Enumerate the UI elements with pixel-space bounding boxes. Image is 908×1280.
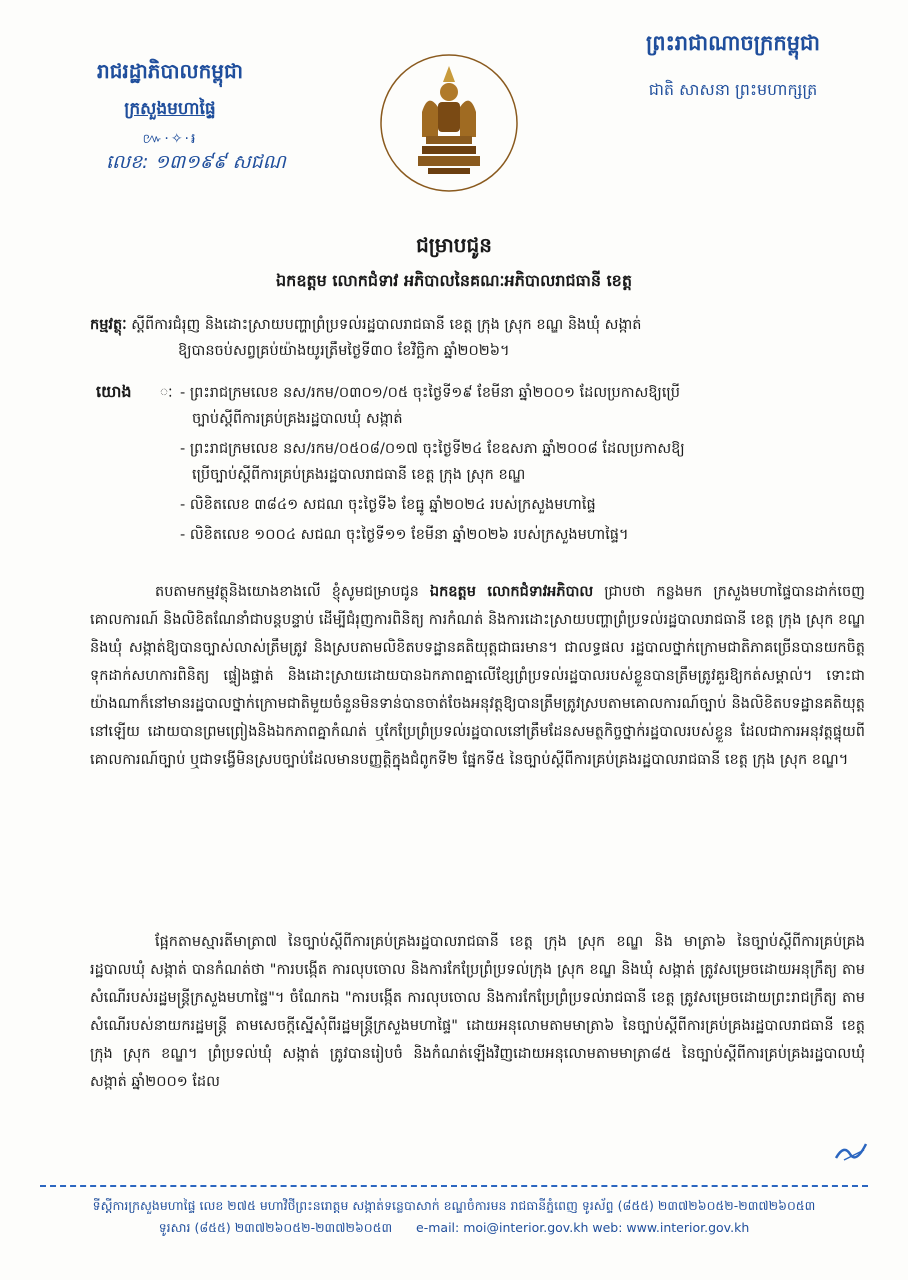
references-list — [180, 380, 870, 552]
subject-text-line2: ឱ្យបានចប់សព្វគ្រប់យ៉ាងយូរត្រឹមថ្ងៃទី៣០ ខែវិច្ឆិកា ឆ្នាំ២០២៦។ — [178, 343, 510, 359]
reference-continuation: ច្បាប់ស្តីពីការគ្រប់គ្រងរដ្ឋបាលឃុំ សង្កាត់ — [192, 411, 403, 427]
reference-line: - ព្រះរាជក្រមលេខ នស/រកម/០៣០១/០៥ ចុះថ្ងៃទី១៩ ខែមីនា ឆ្នាំ២០០១ ដែលប្រកាសឱ្យប្រើ — [180, 385, 680, 401]
references-label: យោង — [96, 382, 132, 401]
reference-continuation: ប្រើច្បាប់ស្តីពីការគ្រប់គ្រងរដ្ឋបាលរាជធានី ខេត្ត ក្រុង ស្រុក ខណ្ឌ — [192, 467, 526, 483]
letter-title: ជម្រាបជូន — [416, 233, 492, 257]
letter-footer — [40, 1185, 868, 1239]
reference-item — [180, 436, 870, 488]
footer-address: ទីស្តីការក្រសួងមហាផ្ទៃ លេខ ២៧៥ មហាវិថីព្រះនរោត្តម សង្កាត់ទន្លេបាសាក់ ខណ្ឌចំការមន រាជធានីភ្នំពេញ ទូរស័ព្ទ (៨៥៥) ២៣៧២៦០៥២-២៣៧២៦០៥៣ — [92, 1198, 816, 1213]
ornament-divider: ៚·✧·៛ — [142, 131, 198, 147]
body-paragraph-2 — [90, 928, 865, 1096]
reference-number-value: ១៣១៩៩ សជណ — [154, 151, 286, 173]
footer-email: e-mail: moi@interior.gov.kh — [416, 1220, 589, 1235]
paragraph-2-text: ផ្អែកតាមស្មារតីមាត្រា៧ នៃច្បាប់ស្តីពីការគ្រប់គ្រងរដ្ឋបាលរាជធានី ខេត្ត ក្រុង ស្រុក ខណ្ឌ និង មាត្រា៦ នៃច្បាប់ស្តីពីការគ្រប់គ្រងរដ្ឋបាលឃុំ សង្កាត់ បានកំណត់ថា "ការបង្កើត ការលុបចោល និងការកែប្រែព្រំប្រទល់ក្រុង ស្រុក ខណ្ឌ និងឃុំ សង្កាត់ ត្រូវសម្រេចដោយអនុក្រឹត្យ តាមសំណើរបស់រដ្ឋមន្ត្រីក្រសួងមហាផ្ទៃ"។ ចំណែកឯ "ការបង្កើត ការលុបចោល និងការកែប្រែព្រំប្រទល់រាជធានី ខេត្ត ត្រូវសម្រេចដោយព្រះរាជក្រឹត្យ តាមសំណើរបស់នាយករដ្ឋមន្ត្រី តាមសេចក្តីស្នើសុំពីរដ្ឋមន្ត្រីក្រសួងមហាផ្ទៃ" ដោយអនុលោមតាមមាត្រា៦ នៃច្បាប់ស្តីពីការគ្រប់គ្រងរដ្ឋបាលរាជធានី ខេត្ត ក្រុង ស្រុក ខណ្ឌ។ ព្រំប្រទល់ឃុំ សង្កាត់ ត្រូវបានរៀបចំ និងកំណត់ឡើងវិញដោយអនុលោមតាមមាត្រា៨៥ នៃច្បាប់ស្តីពីការគ្រប់គ្រងរដ្ឋបាលឃុំ សង្កាត់ ឆ្នាំ២០០១ ដែល — [90, 934, 865, 1090]
subject-label: កម្មវត្ថុៈ — [90, 317, 127, 333]
reference-number-label: លេខ: — [106, 151, 149, 173]
royal-emblem-icon — [378, 52, 520, 194]
body-paragraph-1 — [90, 578, 865, 774]
reference-line: - ព្រះរាជក្រមលេខ នស/រកម/០៥០៨/០១៧ ចុះថ្ងៃទី២៤ ខែឧសភា ឆ្នាំ២០០៨ ដែលប្រកាសឱ្យ — [180, 441, 685, 457]
national-motto: ជាតិ សាសនា ព្រះមហាក្សត្រ — [648, 80, 818, 99]
subject-line — [90, 312, 860, 364]
footer-contact — [40, 1217, 868, 1239]
letter-addressee: ឯកឧត្តម លោកជំទាវ អភិបាលនៃគណៈអភិបាលរាជធានី ខេត្ត — [276, 271, 632, 290]
reference-item — [180, 492, 870, 518]
paragraph-1-addressee: ឯកឧត្តម លោកជំទាវអភិបាល — [429, 584, 594, 600]
kingdom-letterhead — [598, 30, 868, 103]
reference-item — [180, 522, 870, 548]
reference-line: - លិខិតលេខ ៣៨៤១ សជណ ចុះថ្ងៃទី៦ ខែធ្នូ ឆ្នាំ២០២៤ របស់ក្រសួងមហាផ្ទៃ — [180, 497, 596, 513]
footer-web: web: www.interior.gov.kh — [592, 1220, 750, 1235]
subject-text-line1: ស្តីពីការជំរុញ និងដោះស្រាយបញ្ហាព្រំប្រទល់រដ្ឋបាលរាជធានី ខេត្ត ក្រុង ស្រុក ខណ្ឌ និងឃុំ សង្កាត់ — [131, 317, 642, 333]
ministry-name: ក្រសួងមហាផ្ទៃ — [124, 99, 216, 119]
footer-fax: ទូរសារ (៨៥៥) ២៣៧២៦០៥២-២៣៧២៦០៥៣ — [158, 1220, 393, 1235]
reference-number — [106, 150, 286, 178]
reference-line: - លិខិតលេខ ១០០៤ សជណ ចុះថ្ងៃទី១១ ខែមីនា ឆ្នាំ២០២៦ របស់ក្រសួងមហាផ្ទៃ។ — [180, 527, 629, 543]
paragraph-1-text: ជ្រាបថា កន្លងមក ក្រសួងមហាផ្ទៃបានដាក់ចេញគោលការណ៍ និងលិខិតណែនាំជាបន្តបន្ទាប់ ដើម្បីជំរុញការពិនិត្យ ការកំណត់ និងការដោះស្រាយបញ្ហាព្រំប្រទល់រដ្ឋបាលរាជធានី ខេត្ត ក្រុង ស្រុក ខណ្ឌ និងឃុំ សង្កាត់ឱ្យបានច្បាស់លាស់ត្រឹមត្រូវ និងស្របតាមលិខិតបទដ្ឋានគតិយុត្តជាធរមាន។ ជាលទ្ធផល រដ្ឋបាលថ្នាក់ក្រោមជាតិភាគច្រើនបានយកចិត្តទុកដាក់សហការពិនិត្យ ផ្ទៀងផ្ទាត់ និងដោះស្រាយដោយបានឯកភាពគ្នាលើខ្សែព្រំប្រទល់រដ្ឋបាលរបស់ខ្លួនបានត្រឹមត្រូវគួរឱ្យកត់សម្គាល់។ ទោះជាយ៉ាងណាក៏នៅមានរដ្ឋបាលថ្នាក់ក្រោមជាតិមួយចំនួនមិនទាន់បានចាត់ចែងអនុវត្តឱ្យបានត្រឹមត្រូវស្របតាមគោលការណ៍ច្បាប់ និងលិខិតបទដ្ឋានគតិយុត្តនៅឡើយ ដោយបានព្រមព្រៀងនិងឯកភាពគ្នាកំណត់ ឬកែប្រែព្រំប្រទល់រដ្ឋបាលនៅត្រឹមដែនសមត្ថកិច្ចថ្នាក់រដ្ឋបាលរបស់ខ្លួន ដែលជាការអនុវត្តផ្ទុយពីគោលការណ៍ច្បាប់ ឬជាទង្វើមិនស្របច្បាប់ដែលមានបញ្ញត្តិក្នុងជំពូកទី២ ផ្នែកទី៥ នៃច្បាប់ស្តីពីការគ្រប់គ្រងរដ្ឋបាលរាជធានី ខេត្ត ក្រុង ស្រុក ខណ្ឌ។ — [90, 584, 865, 768]
kingdom-name: ព្រះរាជាណាចក្រកម្ពុជា — [645, 31, 820, 55]
government-name: រាជរដ្ឋាភិបាលកម្ពុជា — [97, 59, 243, 83]
references-colon: ៈ — [160, 385, 173, 401]
ministry-letterhead — [60, 58, 280, 150]
paragraph-1-intro: តបតាមកម្មវត្ថុនិងយោងខាងលើ ខ្ញុំសូមជម្រាបជូន — [155, 584, 430, 600]
reference-item — [180, 380, 870, 432]
handwritten-signature-mark — [834, 1140, 868, 1162]
